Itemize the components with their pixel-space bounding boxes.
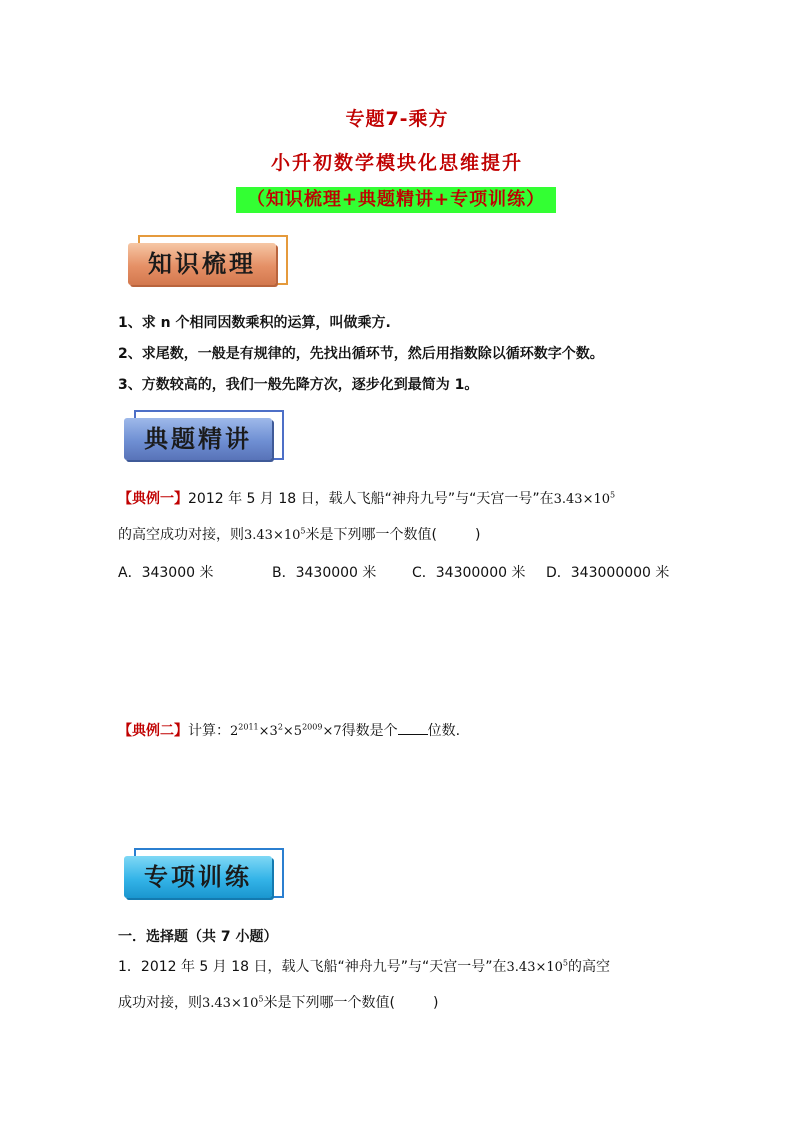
example1-text: 2012 年 5 月 18 日，载人飞船“神舟九号”与“天宫一号”在 xyxy=(188,491,554,507)
example1-tag: 【典例一】 xyxy=(118,491,188,507)
example1-line2: 的高空成功对接，则$3.43\times 10^5$米是下列哪一个数值( ) xyxy=(118,526,481,543)
option-b: B．3430000 米 xyxy=(272,565,377,581)
example1-line1 xyxy=(118,488,615,508)
example1-math-2: $3.43\times 10^5$ xyxy=(244,526,306,543)
section-header-knowledge xyxy=(128,243,278,293)
option-c: C．34300000 米 xyxy=(412,565,526,581)
option-d: D．343000000 米 xyxy=(546,565,670,581)
knowledge-point-2: 2、求尾数，一般是有规律的，先找出循环节，然后用指数除以循环数字个数。 xyxy=(118,346,604,362)
section-label-examples: 典题精讲 xyxy=(124,418,272,460)
knowledge-point-1: 1、求 n 个相同因数乘积的运算，叫做乘方. xyxy=(118,315,391,331)
example2-tag: 【典例二】 xyxy=(118,723,188,739)
section-header-examples xyxy=(124,418,274,468)
knowledge-point-3: 3、方数较高的，我们一般先降方次，逐步化到最简为 1。 xyxy=(118,377,479,393)
question1-line1: 1．2012 年 5 月 18 日，载人飞船“神舟九号”与“天宫一号”在$3.43\times 10^5$的高空 xyxy=(118,958,611,975)
page-tagline: （知识梳理+典题精讲+专项训练） xyxy=(236,187,556,213)
question1-math-2: $3.43\times 10^5$ xyxy=(202,994,264,1011)
section-label-training: 专项训练 xyxy=(124,856,272,898)
section-label-knowledge: 知识梳理 xyxy=(128,243,276,285)
page-title: 专题7-乘方 xyxy=(345,108,449,130)
example1-math: $3.43\times 10^5$ xyxy=(553,490,616,507)
section-header-training xyxy=(124,856,274,906)
option-a: A．343000 米 xyxy=(118,565,214,581)
question1-line2: 成功对接，则$3.43\times 10^5$米是下列哪一个数值( ) xyxy=(118,994,439,1011)
example2-line: 【典例二】计算：$2^{2011}\times 3^2\times 5^{2009}\times 7$得数是个 位数. xyxy=(118,722,461,739)
question-group-title: 一．选择题（共 7 小题） xyxy=(118,929,278,945)
answer-blank xyxy=(398,722,428,735)
example2-math: $2^{2011}\times 3^2\times 5^{2009}\times 7$ xyxy=(230,722,342,739)
page-subtitle: 小升初数学模块化思维提升 xyxy=(270,152,523,174)
question1-math: $3.43\times 10^5$ xyxy=(506,958,569,975)
